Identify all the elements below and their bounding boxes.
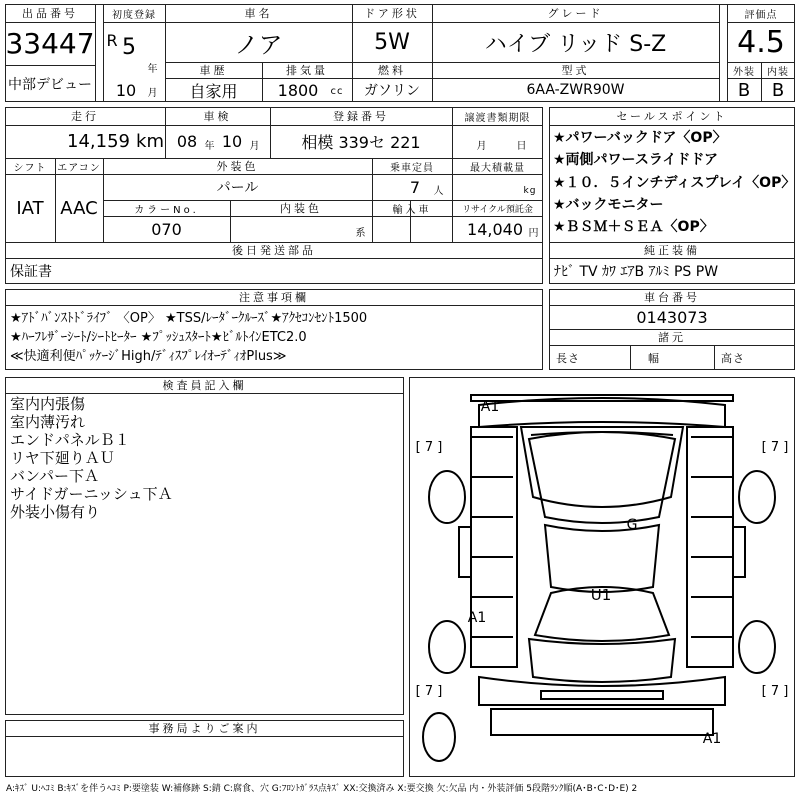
transfer-month: 月 xyxy=(476,140,488,152)
model-label: 型式 xyxy=(561,64,590,77)
height-label: 高さ xyxy=(721,351,745,365)
recycle: 14,040 xyxy=(467,219,523,239)
footer-legend: A:ｷｽﾞ U:ﾍｺﾐ B:ｷｽﾞを伴うﾍｺﾐ P:要塗装 W:補修跡 S:錆 C:腐食、穴 G:ﾌﾛﾝﾄｶﾞﾗｽ点ｷｽﾞ XX:交換済み X:要交換 欠:欠品 内・外装評価 5段階ﾗﾝｸ順(A･B･C･D･E) 2 xyxy=(6,784,638,794)
grade: ハイブ リッド S-Z xyxy=(484,31,667,57)
inspector-line: 室内内張傷 xyxy=(10,395,86,413)
import-label: 輸入車 xyxy=(392,204,432,216)
aircon-label: エアコン xyxy=(57,162,101,174)
tire-grade: [ 7 ] xyxy=(761,683,789,699)
score: 4.5 xyxy=(737,24,785,60)
damage-mark: G xyxy=(626,517,638,533)
spec-label: 諸元 xyxy=(658,331,686,344)
chassis-label: 車台番号 xyxy=(644,291,700,304)
ext-score: B xyxy=(737,79,751,101)
transfer-day: 日 xyxy=(516,140,528,152)
sales-point: ★パワーバックドア〈OP〉 xyxy=(553,130,727,146)
later-parts: 保証書 xyxy=(10,264,52,280)
sales-point: ★両側パワースライドドア xyxy=(553,152,719,168)
load-label: 最大積載量 xyxy=(470,162,525,174)
inspector-line: リヤ下廻りＡＵ xyxy=(10,449,115,467)
equipment-label: 純正装備 xyxy=(644,244,700,257)
sales-point: ★ＢＳＭ＋ＳＥＡ〈OP〉 xyxy=(553,219,714,235)
inspector-label: 検査員記入欄 xyxy=(162,379,247,392)
transfer-label: 譲渡書類期限 xyxy=(464,112,531,124)
shift-label: シフト xyxy=(13,162,47,174)
inspection-year-unit: 年 xyxy=(204,140,216,152)
load-unit: kg xyxy=(523,186,537,196)
notes-label: 注意事項欄 xyxy=(239,291,309,304)
later-parts-label: 後日発送部品 xyxy=(232,244,316,257)
inspector-line: エンドパネルＢ１ xyxy=(10,431,130,449)
displacement-label: 排気量 xyxy=(286,64,328,77)
int-label: 内装 xyxy=(767,66,789,78)
int-color-unit: 系 xyxy=(355,227,367,239)
fuel: ガソリン xyxy=(364,83,420,99)
tire-grade: [ 7 ] xyxy=(761,439,789,455)
month-unit: 月 xyxy=(147,87,159,99)
length-label: 長さ xyxy=(556,351,580,365)
era-year: 5 xyxy=(122,34,136,60)
recycle-label: リサイクル預託金 xyxy=(462,204,533,215)
note-line: ★ｱﾄﾞﾊﾞﾝｽﾄﾄﾞﾗｲﾌﾞ 〈OP〉 ★TSS/ﾚｰﾀﾞｰｸﾙｰｽﾞ★ｱｸｾｺﾝｾﾝﾄ1500 xyxy=(10,311,368,326)
inspection-month: 10 xyxy=(221,132,243,151)
car-diagram-drawing xyxy=(409,377,795,777)
inspector-line: 室内薄汚れ xyxy=(10,413,86,431)
sales-point: ★バックモニター xyxy=(553,197,664,213)
lot-label: 出品番号 xyxy=(22,7,78,20)
inspector-line: バンパー下Ａ xyxy=(10,467,99,485)
lot-number: 33447 xyxy=(5,27,95,60)
damage-mark: A1 xyxy=(702,731,722,747)
damage-mark: A1 xyxy=(480,399,500,415)
color-no-label: カラーNo. xyxy=(134,204,199,216)
equipment: ﾅﾋﾞ TV ｶﾜ ｴｱB ｱﾙﾐ PS PW xyxy=(554,264,719,280)
region-label: 中部デビュー xyxy=(8,76,92,93)
aircon: AAC xyxy=(60,197,98,219)
recycle-unit: 円 xyxy=(528,227,540,239)
note-line: ≪快適利便ﾊﾟｯｹｰｼﾞHigh/ﾃﾞｨｽﾌﾟﾚｲｵｰﾃﾞｨｵPlus≫ xyxy=(10,349,287,364)
displacement: 1800 xyxy=(277,80,319,100)
capacity-label: 乗車定員 xyxy=(390,162,434,174)
fuel-label: 燃料 xyxy=(378,64,406,77)
int-score: B xyxy=(771,79,785,101)
model: 6AA-ZWR90W xyxy=(526,82,625,98)
color: パール xyxy=(216,180,259,196)
inspection-month-unit: 月 xyxy=(249,140,261,152)
capacity: 7 xyxy=(409,177,421,197)
score-label: 評価点 xyxy=(744,9,778,21)
ext-label: 外装 xyxy=(733,66,755,78)
sales-points-label: セールスポイント xyxy=(616,110,728,123)
inspection-year: 08 xyxy=(176,132,198,151)
first-reg-label: 初度登録 xyxy=(112,9,156,21)
office-label: 事務局よりご案内 xyxy=(148,722,261,735)
color-label: 外装色 xyxy=(216,160,259,173)
mileage-unit: km xyxy=(136,131,164,152)
plate-label: 登録番号 xyxy=(333,110,389,123)
door-type: 5W xyxy=(374,29,410,55)
plate: 相模 339セ 221 xyxy=(301,133,421,152)
car-name-label: 車名 xyxy=(244,7,273,20)
color-no: 070 xyxy=(151,219,182,239)
door-label: ドア形状 xyxy=(364,7,420,20)
inspector-line: 外装小傷有り xyxy=(10,503,101,521)
year-unit: 年 xyxy=(147,63,159,74)
note-line: ★ﾊｰﾌﾚｻﾞｰｼｰﾄ/ｼｰﾄﾋｰﾀｰ ★ﾌﾟｯｼｭｽﾀｰﾄ★ﾋﾞﾙﾄｲﾝETC2.0 xyxy=(10,330,307,345)
reg-month: 10 xyxy=(115,80,137,100)
chassis-number: 0143073 xyxy=(636,307,708,327)
damage-mark: U1 xyxy=(590,586,612,604)
grade-label: グレード xyxy=(547,7,604,20)
damage-mark: A1 xyxy=(467,610,487,626)
tire-grade: [ 7 ] xyxy=(415,439,443,455)
width-label: 幅 xyxy=(648,351,660,365)
capacity-unit: 人 xyxy=(433,185,445,197)
mileage-label: 走行 xyxy=(71,110,99,123)
history: 自家用 xyxy=(189,81,238,101)
inspector-line: サイドガーニッシュ下Ａ xyxy=(10,485,173,503)
car-name: ノア xyxy=(234,30,283,59)
tire-grade: [ 7 ] xyxy=(415,683,443,699)
sales-point: ★１０．５インチディスプレイ〈OP〉 xyxy=(553,175,796,191)
era: R xyxy=(106,30,118,50)
displacement-unit: cc xyxy=(330,85,344,97)
mileage: 14,159 xyxy=(67,131,130,152)
inspection-label: 車検 xyxy=(203,110,232,123)
shift: IAT xyxy=(16,197,44,219)
history-label: 車歴 xyxy=(199,64,228,77)
int-color-label: 内装色 xyxy=(280,202,322,215)
